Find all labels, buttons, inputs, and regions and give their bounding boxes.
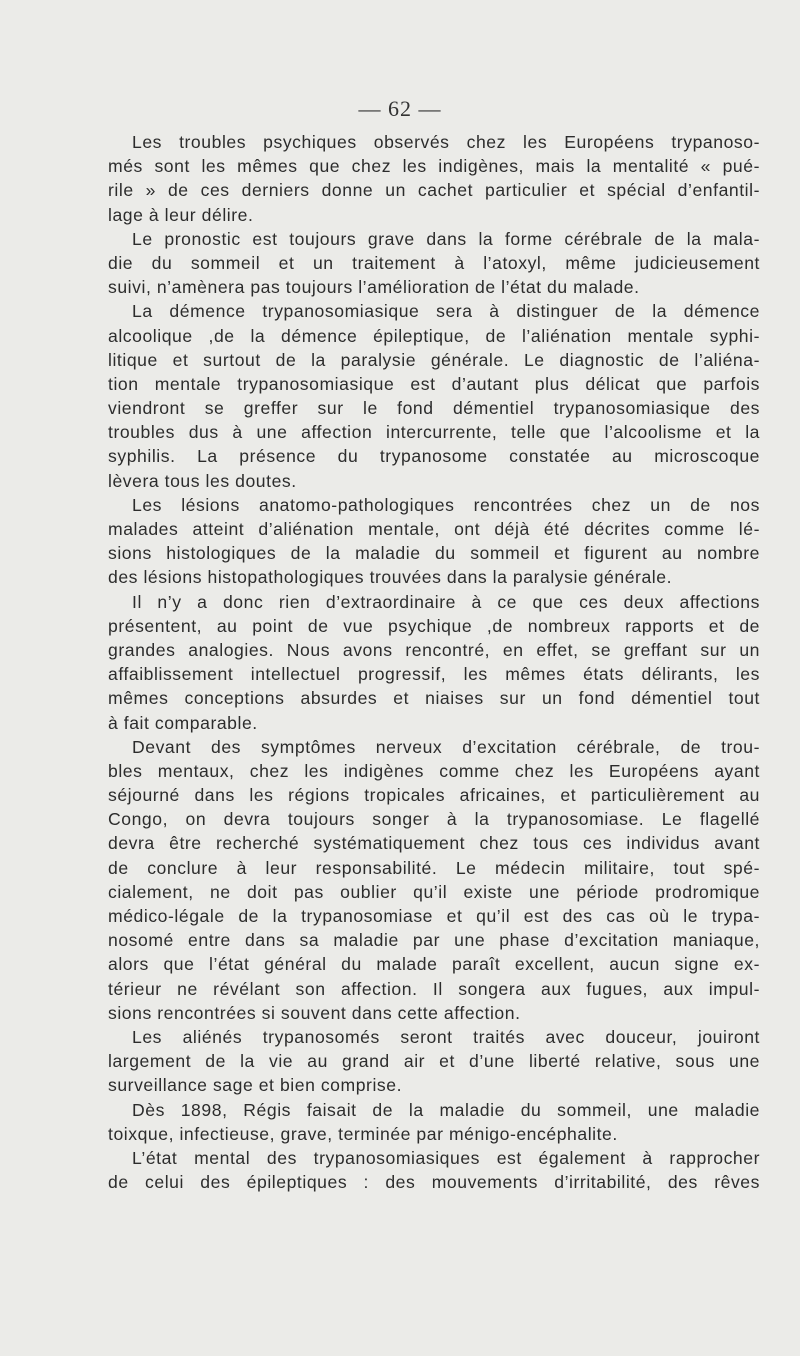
paragraph xyxy=(108,493,760,590)
text-line: des lésions histopathologiques trouvées dans la paralysie générale. xyxy=(108,567,673,588)
text-line: affaiblissement intellectuel progressif, les mêmes états délirants, les xyxy=(108,664,760,685)
paragraph xyxy=(108,1098,760,1146)
body-text xyxy=(108,130,760,1194)
page-number: — 62 — xyxy=(358,96,442,121)
text-line: toixque, infectieuse, grave, terminée par ménigo-encéphalite. xyxy=(108,1123,618,1144)
text-line: térieur ne révélant son affection. Il songera aux fugues, aux impul- xyxy=(108,978,760,999)
text-line: Le pronostic est toujours grave dans la forme cérébrale de la mala- xyxy=(132,228,760,249)
text-line: mêmes conceptions absurdes et niaises sur un fond démentiel tout xyxy=(108,688,760,709)
text-line: de conclure à leur responsabilité. Le médecin militaire, tout spé- xyxy=(108,857,760,878)
text-line: devra être recherché systématiquement chez tous ces individus avant xyxy=(108,833,760,854)
text-line: troubles dus à une affection intercurrente, telle que l’alcoolisme et la xyxy=(108,422,760,443)
text-line: tion mentale trypanosomiasique est d’autant plus délicat que parfois xyxy=(108,373,760,394)
text-line: alors que l’état général du malade paraît excellent, aucun signe ex- xyxy=(108,954,760,975)
paragraph xyxy=(108,590,760,735)
text-line: sions rencontrées si souvent dans cette affection. xyxy=(108,1002,521,1023)
text-line: suivi, n’amènera pas toujours l’amélioration de l’état du malade. xyxy=(108,277,640,298)
paragraph xyxy=(108,735,760,1025)
text-line: litique et surtout de la paralysie générale. Le diagnostic de l’aliéna- xyxy=(108,349,760,370)
text-line: de celui des épileptiques : des mouvements d’irritabilité, des rêves xyxy=(108,1172,760,1193)
text-line: Les lésions anatomo-pathologiques rencontrées chez un de nos xyxy=(132,494,760,515)
text-line: sions histologiques de la maladie du sommeil et figurent au nombre xyxy=(108,543,760,564)
text-line: Les aliénés trypanosomés seront traités avec douceur, jouiront xyxy=(132,1026,760,1047)
paragraph xyxy=(108,299,760,493)
text-line: lèvera tous les doutes. xyxy=(108,470,297,491)
text-line: syphilis. La présence du trypanosome constatée au microscoque xyxy=(108,446,760,467)
text-line: L’état mental des trypanosomiasiques est également à rapprocher xyxy=(132,1147,760,1168)
paragraph xyxy=(108,130,760,227)
text-line: surveillance sage et bien comprise. xyxy=(108,1075,403,1096)
text-line: grandes analogies. Nous avons rencontré, en effet, se greffant sur un xyxy=(108,639,760,660)
paragraph xyxy=(108,1025,760,1098)
paragraph xyxy=(108,1146,760,1194)
text-line: présentent, au point de vue psychique ,de nombreux rapports et de xyxy=(108,615,760,636)
text-line: malades atteint d’aliénation mentale, ont déjà été décrites comme lé- xyxy=(108,519,760,539)
text-line: Dès 1898, Régis faisait de la maladie du sommeil, une maladie xyxy=(132,1099,760,1120)
text-line: cialement, ne doit pas oublier qu’il existe une période prodromique xyxy=(108,881,760,902)
text-line: viendront se greffer sur le fond démentiel trypanosomiasique des xyxy=(108,398,760,419)
text-line: Devant des symptômes nerveux d’excitation cérébrale, de trou- xyxy=(132,736,760,757)
text-line: alcoolique ,de la démence épileptique, de l’aliénation mentale syphi- xyxy=(108,325,760,346)
paragraph xyxy=(108,227,760,300)
text-line: Congo, on devra toujours songer à la trypanosomiase. Le flagellé xyxy=(108,809,760,830)
text-line: La démence trypanosomiasique sera à distinguer de la démence xyxy=(132,301,760,322)
text-line: à fait comparable. xyxy=(108,712,258,733)
text-line: médico-légale de la trypanosomiase et qu’il est des cas où le trypa- xyxy=(108,906,760,926)
text-line: Les troubles psychiques observés chez les Européens trypanoso- xyxy=(132,132,760,152)
text-line: lage à leur délire. xyxy=(108,204,254,225)
text-line: bles mentaux, chez les indigènes comme chez les Européens ayant xyxy=(108,760,760,781)
text-line: Il n’y a donc rien d’extraordinaire à ce que ces deux affections xyxy=(132,591,760,612)
text-line: largement de la vie au grand air et d’une liberté relative, sous une xyxy=(108,1051,760,1072)
text-line: més sont les mêmes que chez les indigènes, mais la mentalité « pué- xyxy=(108,156,760,177)
text-line: die du sommeil et un traitement à l’atoxyl, même judicieusement xyxy=(108,252,760,273)
text-line: séjourné dans les régions tropicales africaines, et particulièrement au xyxy=(108,785,760,806)
text-line: rile » de ces derniers donne un cachet particulier et spécial d’enfantil- xyxy=(108,180,760,201)
text-line: nosomé entre dans sa maladie par une phase d’excitation maniaque, xyxy=(108,930,760,951)
